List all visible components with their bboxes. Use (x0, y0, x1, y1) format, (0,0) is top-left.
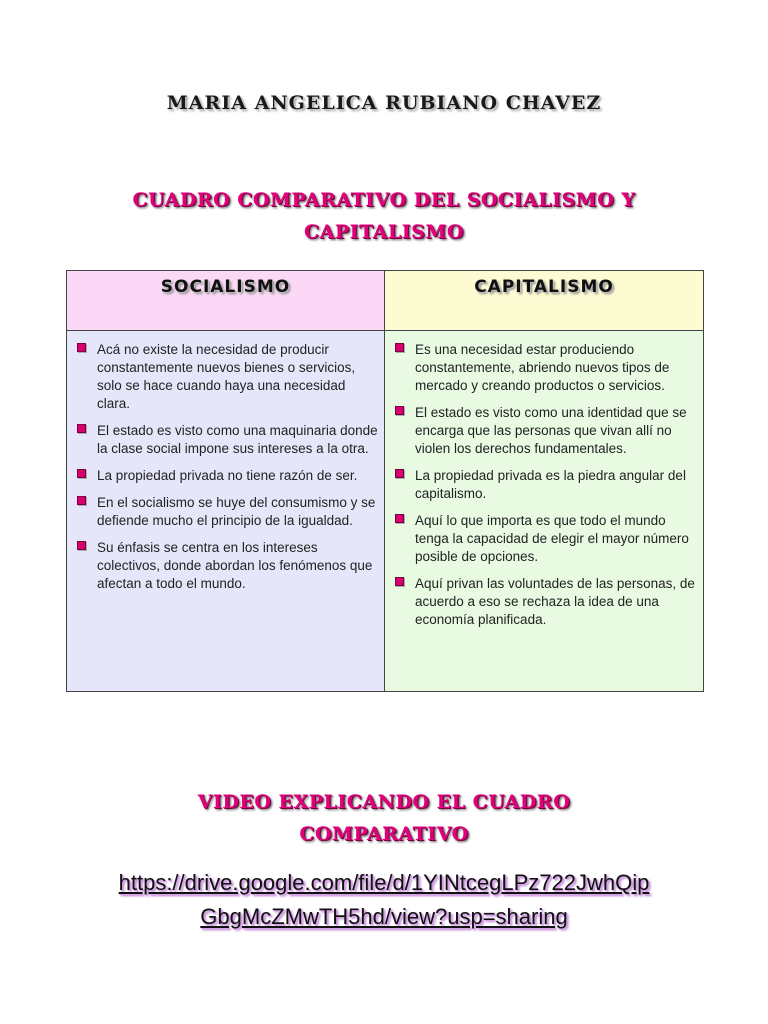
capitalismo-item (415, 467, 697, 503)
square-bullet-icon (395, 577, 404, 586)
page-title (0, 184, 768, 248)
socialismo-item-text: Acá no existe la necesidad de producir constantemente nuevos bienes o servicios, solo se hace cuando haya una necesidad clara. (97, 342, 356, 411)
video-title-line-2: COMPARATIVO (299, 823, 469, 845)
capitalismo-item (415, 341, 697, 395)
capitalismo-item (415, 512, 697, 566)
video-section-title (0, 786, 768, 850)
socialismo-item (97, 422, 378, 458)
capitalismo-header: CAPITALISMO (474, 277, 614, 297)
square-bullet-icon (77, 343, 86, 352)
square-bullet-icon (77, 496, 86, 505)
socialismo-header-cell (67, 271, 385, 331)
socialismo-item-text: Su énfasis se centra en los intereses colectivos, donde abordan los fenómenos que afectan a todo el mundo. (97, 540, 373, 591)
capitalismo-item-text: Es una necesidad estar produciendo constantemente, abriendo nuevos tipos de mercado y creando productos o servicios. (415, 342, 670, 393)
socialismo-item (97, 341, 378, 413)
capitalismo-item-text: Aquí lo que importa es que todo el mundo tenga la capacidad de elegir el mayor número posible de opciones. (415, 513, 689, 564)
square-bullet-icon (395, 514, 404, 523)
video-link-line-2[interactable]: GbgMcZMwTH5hd/view?usp=sharing (200, 904, 568, 929)
comparison-table (66, 270, 704, 692)
capitalismo-list (385, 331, 703, 629)
socialismo-item (97, 467, 378, 485)
page-title-line-2: CAPITALISMO (304, 221, 464, 243)
square-bullet-icon (395, 469, 404, 478)
author-name: MARIA ANGELICA RUBIANO CHAVEZ (166, 92, 602, 114)
capitalismo-item (415, 404, 697, 458)
square-bullet-icon (77, 469, 86, 478)
video-link[interactable] (0, 866, 768, 934)
socialismo-list (67, 331, 384, 593)
socialismo-item (97, 539, 378, 593)
video-link-line-1[interactable]: https://drive.google.com/file/d/1YINtcegLPz722JwhQip (118, 870, 650, 895)
capitalismo-item-text: La propiedad privada es la piedra angular del capitalismo. (415, 468, 686, 501)
socialismo-column (67, 331, 385, 691)
video-title-line-1: VIDEO EXPLICANDO EL CUADRO (197, 791, 571, 813)
socialismo-header: SOCIALISMO (160, 277, 291, 297)
socialismo-item-text: En el socialismo se huye del consumismo y se defiende mucho el principio de la igualdad. (97, 495, 376, 528)
page-title-line-1: CUADRO COMPARATIVO DEL SOCIALISMO Y (132, 189, 636, 211)
capitalismo-item (415, 575, 697, 629)
capitalismo-header-cell (385, 271, 703, 331)
square-bullet-icon (77, 541, 86, 550)
capitalismo-item-text: Aquí privan las voluntades de las personas, de acuerdo a eso se rechaza la idea de una economía planificada. (415, 576, 695, 627)
socialismo-item (97, 494, 378, 530)
square-bullet-icon (395, 406, 404, 415)
capitalismo-column (385, 331, 703, 691)
square-bullet-icon (395, 343, 404, 352)
square-bullet-icon (77, 424, 86, 433)
socialismo-item-text: El estado es visto como una maquinaria donde la clase social impone sus intereses a la otra. (97, 423, 378, 456)
capitalismo-item-text: El estado es visto como una identidad que se encarga que las personas que vivan allí no violen los derechos fundamentales. (415, 405, 687, 456)
socialismo-item-text: La propiedad privada no tiene razón de ser. (97, 468, 358, 483)
